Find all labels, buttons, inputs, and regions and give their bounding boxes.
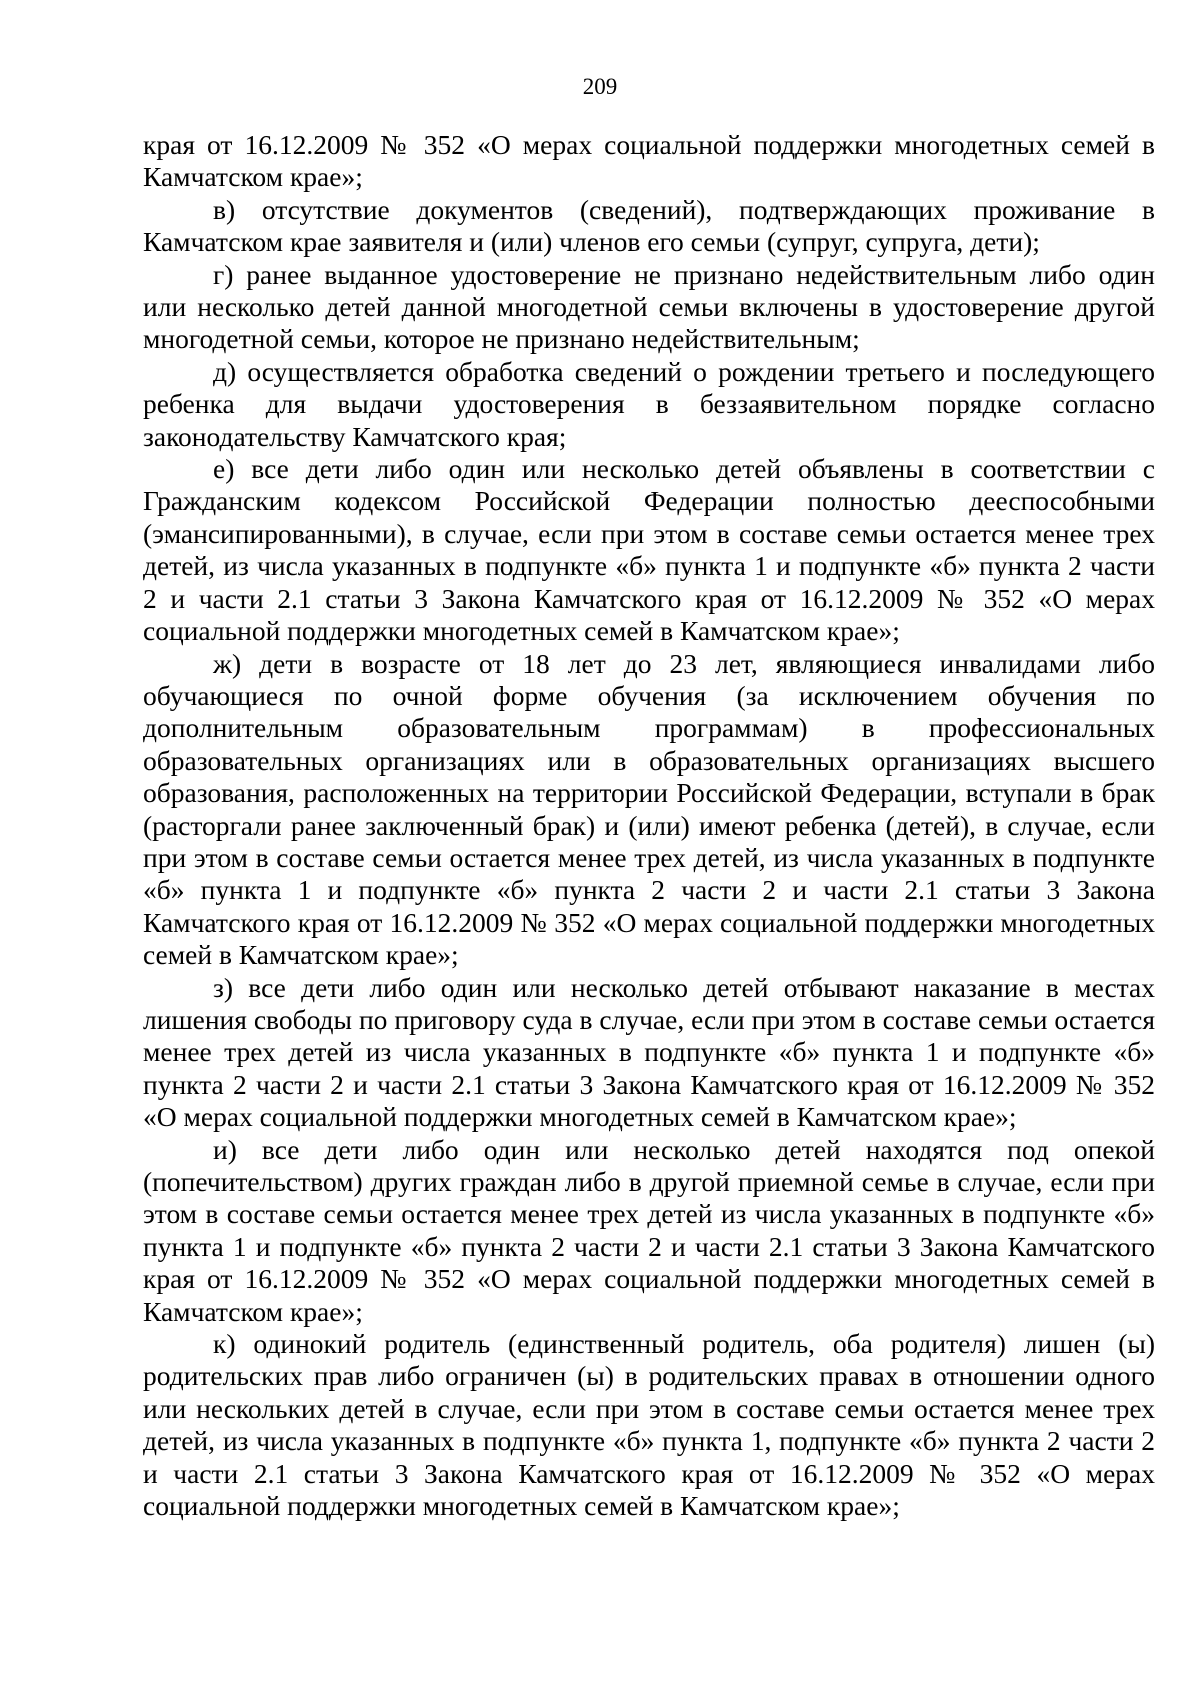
paragraph-item-zh: ж) дети в возрасте от 18 лет до 23 лет, являющиеся инвалидами либо обучающиеся по очной форме обучения (за исключением обучения по дополнительным образовательным программам) в профессиональных образовательных организациях или в образовательных организациях высшего образования, расположенных на территории Российской Федерации, вступали в брак (расторгали ранее заключенный брак) и (или) имеют ребенка (детей), в случае, если при этом в составе семьи остается менее трех детей, из числа указанных в подпункте «б» пункта 1 и подпункте «б» пункта 2 части 2 и части 2.1 статьи 3 Закона Камчатского края от 16.12.2009 № 352 «О мерах социальной поддержки многодетных семей в Камчатском крае»;: [143, 647, 1155, 971]
paragraph-item-k: к) одинокий родитель (единственный родитель, оба родителя) лишен (ы) родительских прав либо ограничен (ы) в родительских правах в отношении одного или нескольких детей в случае, если при этом в составе семьи остается менее трех детей, из числа указанных в подпункте «б» пункта 1, подпункте «б» пункта 2 части 2 и части 2.1 статьи 3 Закона Камчатского края от 16.12.2009 № 352 «О мерах социальной поддержки многодетных семей в Камчатском крае»;: [143, 1328, 1155, 1522]
paragraph-continuation: края от 16.12.2009 № 352 «О мерах социальной поддержки многодетных семей в Камчатском крае»;: [143, 129, 1155, 193]
paragraph-item-z: з) все дети либо один или несколько детей отбывают наказание в местах лишения свободы по приговору суда в случае, если при этом в составе семьи остается менее трех детей из числа указанных в подпункте «б» пункта 1 и подпункте «б» пункта 2 части 2 и части 2.1 статьи 3 Закона Камчатского края от 16.12.2009 № 352 «О мерах социальной поддержки многодетных семей в Камчатском крае»;: [143, 971, 1155, 1133]
page-number: 209: [582, 74, 618, 99]
paragraph-item-i: и) все дети либо один или несколько детей находятся под опекой (попечительством) других граждан либо в другой приемной семье в случае, если при этом в составе семьи остается менее трех детей из числа указанных в подпункте «б» пункта 1 и подпункте «б» пункта 2 части 2 и части 2.1 статьи 3 Закона Камчатского края от 16.12.2009 № 352 «О мерах социальной поддержки многодетных семей в Камчатском крае»;: [143, 1133, 1155, 1327]
document-body: [143, 129, 1155, 1522]
paragraph-item-e: е) все дети либо один или несколько детей объявлены в соответствии с Гражданским кодексом Российской Федерации полностью дееспособными (эмансипированными), в случае, если при этом в составе семьи остается менее трех детей, из числа указанных в подпункте «б» пункта 1 и подпункте «б» пункта 2 части 2 и части 2.1 статьи 3 Закона Камчатского края от 16.12.2009 № 352 «О мерах социальной поддержки многодетных семей в Камчатском крае»;: [143, 453, 1155, 647]
paragraph-item-g: г) ранее выданное удостоверение не признано недействительным либо один или несколько детей данной многодетной семьи включены в удостоверение другой многодетной семьи, которое не признано недействительным;: [143, 258, 1155, 355]
paragraph-item-d: д) осуществляется обработка сведений о рождении третьего и последующего ребенка для выдачи удостоверения в беззаявительном порядке согласно законодательству Камчатского края;: [143, 355, 1155, 452]
paragraph-item-v: в) отсутствие документов (сведений), подтверждающих проживание в Камчатском крае заявителя и (или) членов его семьи (супруг, супруга, дети);: [143, 193, 1155, 258]
